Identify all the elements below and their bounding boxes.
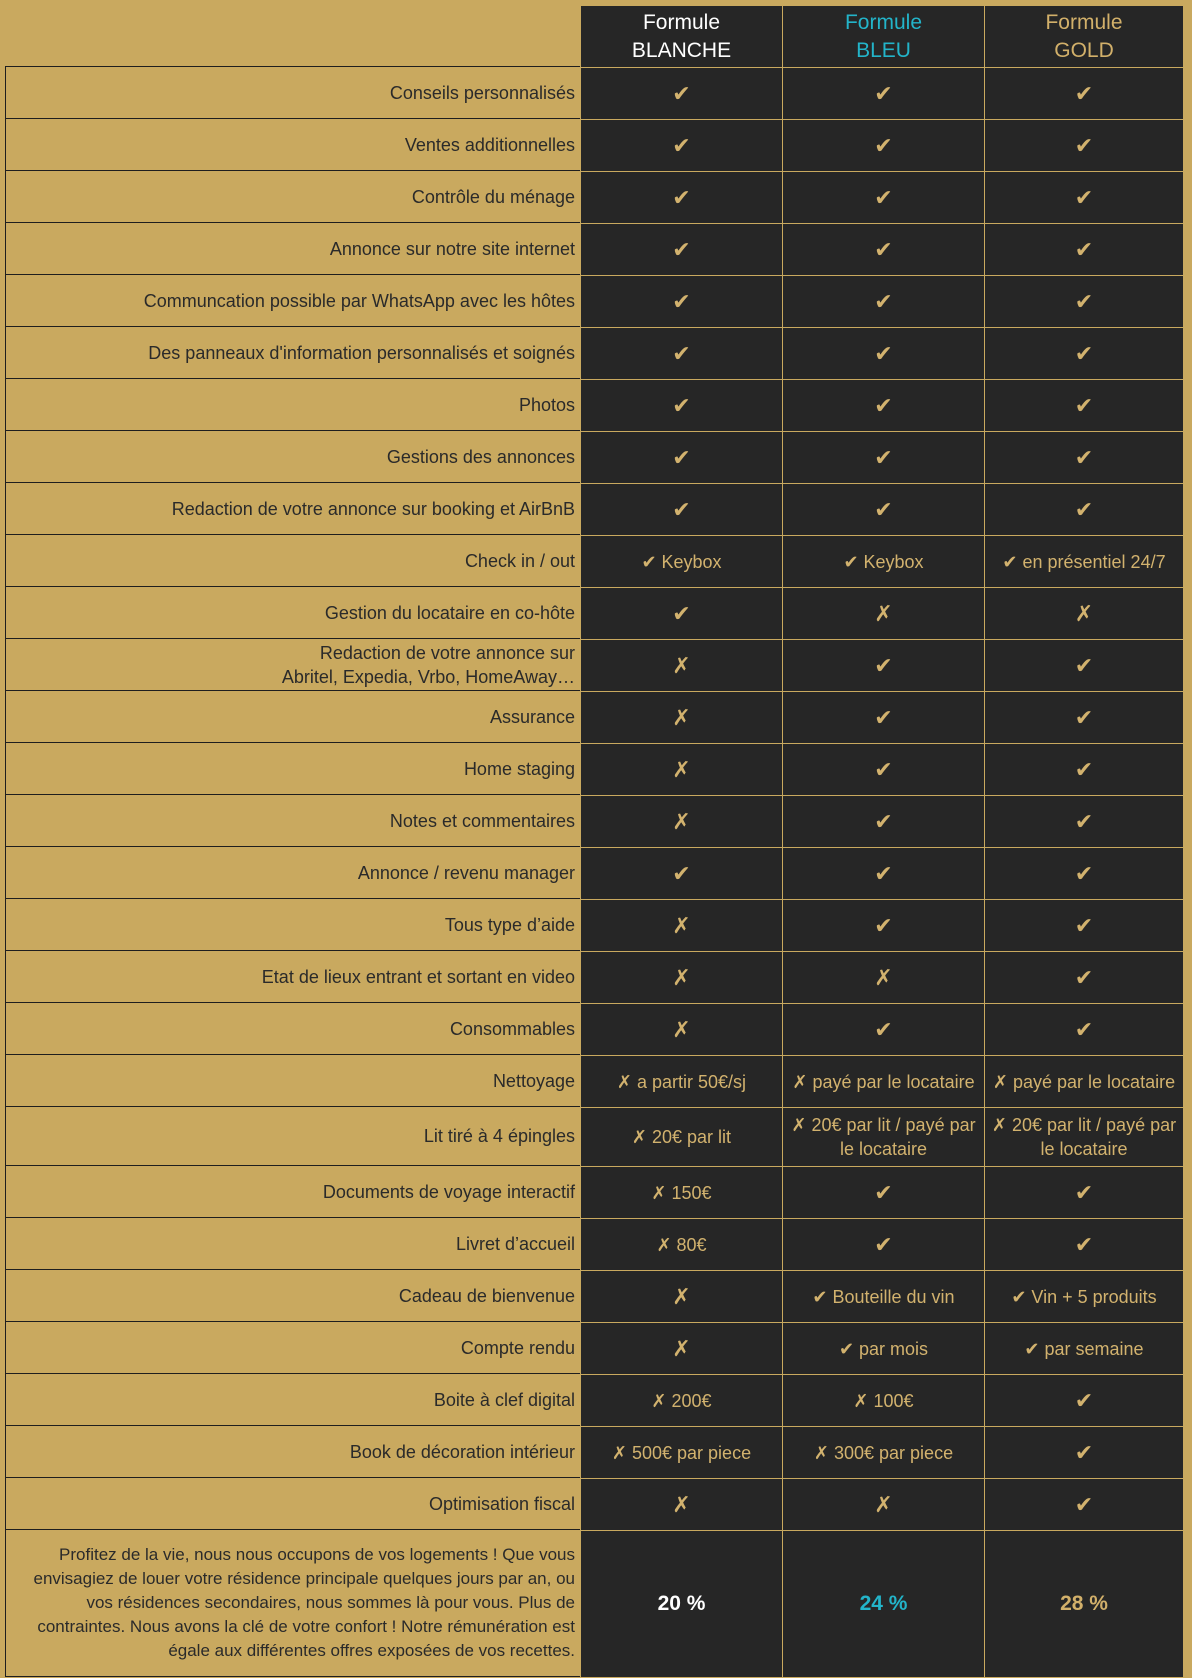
feature-label: Gestions des annonces: [5, 430, 580, 483]
value-gold: ✔: [984, 379, 1183, 431]
feature-label: Contrôle du ménage: [5, 170, 580, 223]
value-gold: ✔ Vin + 5 produits: [984, 1270, 1183, 1322]
value-bleu: ✗ 100€: [782, 1374, 984, 1426]
feature-label: Redaction de votre annonce sur booking et AirBnB: [5, 482, 580, 535]
value-blanche: ✗: [580, 899, 782, 951]
commission-bleu: 24 %: [782, 1530, 984, 1677]
value-blanche: ✔: [580, 67, 782, 119]
value-blanche: ✗: [580, 691, 782, 743]
value-bleu: ✔ Keybox: [782, 535, 984, 587]
feature-label: Livret d’accueil: [5, 1217, 580, 1270]
value-bleu: ✔: [782, 899, 984, 951]
value-blanche: ✔: [580, 327, 782, 379]
value-blanche: ✔: [580, 431, 782, 483]
value-blanche: ✗ 20€ par lit: [580, 1107, 782, 1166]
header-blanche-line2: BLANCHE: [631, 38, 732, 62]
value-bleu: ✔: [782, 691, 984, 743]
value-blanche: ✔ Keybox: [580, 535, 782, 587]
value-bleu: ✔: [782, 795, 984, 847]
commission-blanche: 20 %: [580, 1530, 782, 1677]
value-blanche: ✔: [580, 587, 782, 639]
value-blanche: ✗: [580, 1322, 782, 1374]
value-blanche: ✗: [580, 743, 782, 795]
header-spacer: [5, 6, 580, 67]
value-blanche: ✔: [580, 223, 782, 275]
value-bleu: ✔: [782, 171, 984, 223]
value-gold: ✔ en présentiel 24/7: [984, 535, 1183, 587]
feature-label: Lit tiré à 4 épingles: [5, 1106, 580, 1166]
value-bleu: ✗: [782, 951, 984, 1003]
value-bleu: ✔: [782, 223, 984, 275]
value-bleu: ✗: [782, 587, 984, 639]
value-blanche: ✔: [580, 379, 782, 431]
value-gold: ✔: [984, 483, 1183, 535]
feature-label: Boite à clef digital: [5, 1373, 580, 1426]
value-bleu: ✔ par mois: [782, 1322, 984, 1374]
value-bleu: ✗: [782, 1478, 984, 1530]
value-gold: ✔: [984, 899, 1183, 951]
value-blanche: ✗ 500€ par piece: [580, 1426, 782, 1478]
feature-label: Communcation possible par WhatsApp avec les hôtes: [5, 274, 580, 327]
value-gold: ✔: [984, 795, 1183, 847]
feature-label: Compte rendu: [5, 1321, 580, 1374]
value-blanche: ✗ 80€: [580, 1218, 782, 1270]
feature-label: Check in / out: [5, 534, 580, 587]
value-bleu: ✔: [782, 431, 984, 483]
feature-label: Consommables: [5, 1002, 580, 1055]
value-bleu: ✔ Bouteille du vin: [782, 1270, 984, 1322]
value-gold: ✗ payé par le locataire: [984, 1055, 1183, 1107]
value-gold: ✔: [984, 431, 1183, 483]
value-blanche: ✗ 200€: [580, 1374, 782, 1426]
value-gold: ✔: [984, 1374, 1183, 1426]
value-blanche: ✗: [580, 1270, 782, 1322]
value-gold: ✗ 20€ par lit / payé par le locataire: [984, 1107, 1183, 1166]
header-formule-blanche: [580, 6, 782, 67]
feature-label: Assurance: [5, 690, 580, 743]
value-gold: ✔: [984, 1003, 1183, 1055]
header-blanche-line1: Formule: [642, 10, 721, 34]
commission-gold: 28 %: [984, 1530, 1183, 1677]
value-bleu: ✔: [782, 1003, 984, 1055]
value-blanche: ✗: [580, 795, 782, 847]
value-bleu: ✔: [782, 327, 984, 379]
header-bleu-line2: BLEU: [856, 38, 911, 62]
value-bleu: ✔: [782, 119, 984, 171]
feature-label: Documents de voyage interactif: [5, 1165, 580, 1218]
feature-label: Redaction de votre annonce sur Abritel, Expedia, Vrbo, HomeAway…: [5, 638, 580, 691]
value-blanche: ✗: [580, 639, 782, 691]
value-bleu: ✔: [782, 639, 984, 691]
value-bleu: ✔: [782, 483, 984, 535]
feature-label: Conseils personnalisés: [5, 66, 580, 119]
value-bleu: ✔: [782, 743, 984, 795]
value-bleu: ✔: [782, 1166, 984, 1218]
value-blanche: ✔: [580, 119, 782, 171]
value-bleu: ✔: [782, 1218, 984, 1270]
footer-description: Profitez de la vie, nous nous occupons de vos logements ! Que vous envisagiez de louer votre résidence principale quelques jours par an, ou vos résidences secondaires, nous sommes là pour vous. Plus de contraintes. Nous avons la clé de votre confort ! Notre rémunération est égale aux différentes offres exposées de vos recettes.: [5, 1529, 580, 1677]
header-bleu-line1: Formule: [844, 10, 923, 34]
value-gold: ✔: [984, 223, 1183, 275]
feature-label: Annonce sur notre site internet: [5, 222, 580, 275]
feature-label: Notes et commentaires: [5, 794, 580, 847]
value-blanche: ✗ a partir 50€/sj: [580, 1055, 782, 1107]
value-gold: ✗: [984, 587, 1183, 639]
value-gold: ✔: [984, 743, 1183, 795]
feature-label: Book de décoration intérieur: [5, 1425, 580, 1478]
value-bleu: ✔: [782, 847, 984, 899]
value-gold: ✔: [984, 1218, 1183, 1270]
header-formule-gold: [984, 6, 1183, 67]
feature-label: Cadeau de bienvenue: [5, 1269, 580, 1322]
value-blanche: ✗: [580, 951, 782, 1003]
value-bleu: ✗ 20€ par lit / payé par le locataire: [782, 1107, 984, 1166]
value-bleu: ✔: [782, 379, 984, 431]
value-gold: ✔: [984, 1426, 1183, 1478]
header-formule-bleu: [782, 6, 984, 67]
value-gold: ✔: [984, 951, 1183, 1003]
value-blanche: ✗: [580, 1478, 782, 1530]
value-bleu: ✗ payé par le locataire: [782, 1055, 984, 1107]
feature-label: Annonce / revenu manager: [5, 846, 580, 899]
feature-label: Etat de lieux entrant et sortant en video: [5, 950, 580, 1003]
header-gold-line2: GOLD: [1054, 38, 1114, 62]
value-gold: ✔: [984, 275, 1183, 327]
value-bleu: ✔: [782, 275, 984, 327]
value-gold: ✔: [984, 67, 1183, 119]
value-blanche: ✔: [580, 483, 782, 535]
feature-label: Tous type d’aide: [5, 898, 580, 951]
feature-label: Nettoyage: [5, 1054, 580, 1107]
value-gold: ✔: [984, 1166, 1183, 1218]
value-bleu: ✔: [782, 67, 984, 119]
value-blanche: ✔: [580, 275, 782, 327]
feature-label: Gestion du locataire en co-hôte: [5, 586, 580, 639]
header-gold-line1: Formule: [1045, 10, 1123, 34]
value-gold: ✔: [984, 639, 1183, 691]
pricing-table: [5, 6, 1183, 1677]
feature-label: Optimisation fiscal: [5, 1477, 580, 1530]
value-gold: ✔: [984, 847, 1183, 899]
value-gold: ✔: [984, 171, 1183, 223]
value-blanche: ✗ 150€: [580, 1166, 782, 1218]
value-blanche: ✔: [580, 847, 782, 899]
value-blanche: ✔: [580, 171, 782, 223]
value-gold: ✔: [984, 327, 1183, 379]
value-gold: ✔: [984, 1478, 1183, 1530]
feature-label: Photos: [5, 378, 580, 431]
value-gold: ✔: [984, 119, 1183, 171]
value-gold: ✔: [984, 691, 1183, 743]
value-bleu: ✗ 300€ par piece: [782, 1426, 984, 1478]
feature-label: Home staging: [5, 742, 580, 795]
value-blanche: ✗: [580, 1003, 782, 1055]
feature-label: Ventes additionnelles: [5, 118, 580, 171]
value-gold: ✔ par semaine: [984, 1322, 1183, 1374]
feature-label: Des panneaux d'information personnalisés et soignés: [5, 326, 580, 379]
